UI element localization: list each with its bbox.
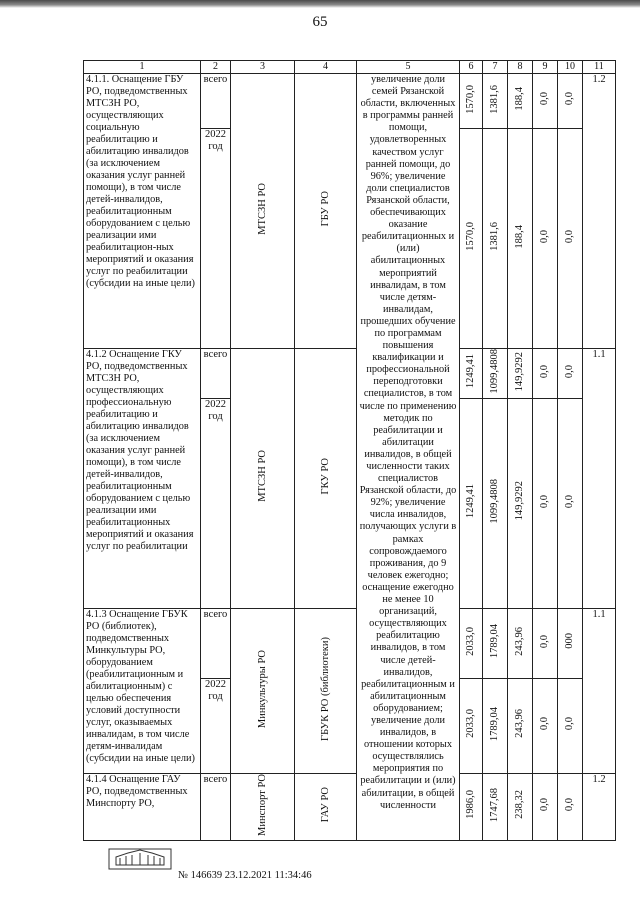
value-text: 0,0 xyxy=(539,798,550,812)
value-text: 243,96 xyxy=(514,709,525,739)
measure-name: 4.1.3 Оснащение ГБУК РО (библиотек), подведомственных Минкультуры РО, оборудованием (реабилитационным и абилитационным) с целью обеспечения условий доступности услуг, оказываемых инвалидам, в том числе детям-инвалидам (субсидии на иные цели) xyxy=(84,608,201,773)
value-text: 0,0 xyxy=(564,92,575,106)
value-cell xyxy=(483,678,508,773)
document-seal xyxy=(108,848,172,870)
value-cell xyxy=(533,773,558,840)
header-row xyxy=(84,61,616,74)
table-row xyxy=(84,608,616,678)
responsible-text: Минкультуры РО xyxy=(256,649,268,728)
value-text: 243,96 xyxy=(514,626,525,656)
period-cell: всего xyxy=(201,349,231,399)
value-cell xyxy=(533,398,558,608)
expected-result: увеличение доли семей Рязанской области, включенных в программы ранней помощи, удовлетворенных качеством услуг ранней помощи, до 96%; увеличение доли специалистов Рязанской области, обеспечивающих оказание реабилитационных и (или) абилитационных мероприятий инвалидам, в том числе детям-инвалидам, прошедших обучение по программам повышения квалификации и профессиональной переподготовки специалистов, в том числе по применению методик по реабилитации и абилитации инвалидов, в общей численности таких специалистов Рязанской области, до 92%; увеличение числа инвалидов, получающих услуги в рамках сопровождаемого проживания, до 9 человек ежегодно; оснащение ежегодно не менее 10 организаций, осуществляющих реабилитацию инвалидов, в том числе детей-инвалидов, реабилитационным и абилитационным оборудованием; увеличение доли инвалидов, в отношении которых осуществлялись мероприятия по реабилитации и (или) абилитации, в общей численности xyxy=(357,74,460,841)
value-text: 188,4 xyxy=(514,224,525,249)
value-cell xyxy=(483,398,508,608)
value-cell xyxy=(533,608,558,678)
value-text: 0,0 xyxy=(564,494,575,508)
header-cell: 10 xyxy=(558,61,583,74)
header-cell: 9 xyxy=(533,61,558,74)
value-text: 1381,6 xyxy=(489,84,500,114)
value-cell xyxy=(558,74,583,129)
indicator-ref: 1.2 xyxy=(583,74,616,349)
measure-name: 4.1.1. Оснащение ГБУ РО, подведомственных МТСЗН РО, осуществляющих социальную реабилитацию и абилитацию инвалидов (за исключением оказания услуг ранней помощи), в том числе детей-инвалидов, реабилитационным оборудованием с целью реализации ими реабилитацион-ных мероприятий и оказания услуг по реабилитации (субсидии на иные цели) xyxy=(84,74,201,349)
responsible-cell xyxy=(231,349,295,609)
value-text: 1986,0 xyxy=(465,790,476,820)
table-row xyxy=(84,773,616,840)
value-text: 0,0 xyxy=(564,717,575,731)
responsible-cell xyxy=(231,608,295,773)
executor-cell xyxy=(295,773,357,840)
value-text: 1381,6 xyxy=(489,222,500,251)
period-cell: 2022 год xyxy=(201,398,231,608)
responsible-cell xyxy=(231,74,295,349)
scan-top-border xyxy=(0,0,640,8)
value-cell xyxy=(508,74,533,129)
table-row xyxy=(84,349,616,399)
executor-text: ГБУК РО (библиотеки) xyxy=(319,636,331,741)
value-cell xyxy=(460,773,483,840)
value-text: 2033,0 xyxy=(465,626,476,656)
header-cell: 4 xyxy=(295,61,357,74)
program-table xyxy=(83,60,616,841)
period-cell: 2022 год xyxy=(201,129,231,349)
value-text: 0,0 xyxy=(539,364,550,378)
value-cell xyxy=(460,74,483,129)
table-row xyxy=(84,74,616,129)
value-cell xyxy=(558,398,583,608)
value-text: 000 xyxy=(564,633,575,649)
executor-cell xyxy=(295,349,357,609)
executor-text: ГКУ РО xyxy=(319,458,331,495)
responsible-text: Минспорт РО xyxy=(256,773,268,836)
value-text: 0,0 xyxy=(564,798,575,812)
value-text: 149,9292 xyxy=(514,481,525,521)
value-text: 0,0 xyxy=(539,634,550,648)
page-number: 65 xyxy=(312,14,328,30)
period-cell: всего xyxy=(201,773,231,840)
value-text: 1789,04 xyxy=(489,706,500,741)
executor-text: ГБУ РО xyxy=(319,191,331,227)
value-text: 1789,04 xyxy=(489,624,500,659)
measure-name: 4.1.4 Оснащение ГАУ РО, подведомственных Минспорту РО, xyxy=(84,773,201,840)
value-text: 1747,68 xyxy=(489,787,500,822)
header-cell: 5 xyxy=(357,61,460,74)
header-cell: 3 xyxy=(231,61,295,74)
value-cell xyxy=(558,608,583,678)
value-text: 1099,4808 xyxy=(489,478,500,524)
value-text: 0,0 xyxy=(539,717,550,731)
value-text: 188,4 xyxy=(514,87,525,111)
value-cell xyxy=(460,129,483,349)
responsible-cell xyxy=(231,773,295,840)
indicator-ref: 1.1 xyxy=(583,608,616,773)
value-cell xyxy=(533,129,558,349)
value-cell xyxy=(558,773,583,840)
measure-name: 4.1.2 Оснащение ГКУ РО, подведомственных МТСЗН РО, осуществляющих профессиональную реабилитацию и абилитацию инвалидов (за исключением оказания услуг ранней помощи), в том числе детей-инвалидов, реабилитационным оборудованием с целью реализации ими реабилитационных мероприятий и оказания услуг по реабилитации xyxy=(84,349,201,609)
value-text: 0,0 xyxy=(564,364,575,378)
value-text: 2033,0 xyxy=(465,709,476,739)
value-cell xyxy=(533,74,558,129)
value-text: 1570,0 xyxy=(465,222,476,251)
value-cell xyxy=(508,678,533,773)
value-cell xyxy=(483,74,508,129)
value-cell xyxy=(460,398,483,608)
executor-cell xyxy=(295,608,357,773)
value-cell xyxy=(508,398,533,608)
value-cell xyxy=(533,678,558,773)
period-cell: 2022 год xyxy=(201,678,231,773)
value-cell xyxy=(483,349,508,399)
indicator-ref: 1.1 xyxy=(583,349,616,609)
value-cell xyxy=(508,129,533,349)
value-cell xyxy=(460,608,483,678)
value-text: 1249,41 xyxy=(465,354,476,389)
value-text: 0,0 xyxy=(539,229,550,244)
value-cell xyxy=(508,349,533,399)
value-text: 149,9292 xyxy=(514,351,525,391)
document-registration: № 146639 23.12.2021 11:34:46 xyxy=(178,870,312,881)
value-cell xyxy=(558,678,583,773)
value-text: 0,0 xyxy=(539,494,550,508)
header-cell: 8 xyxy=(508,61,533,74)
indicator-ref: 1.2 xyxy=(583,773,616,840)
value-text: 1249,41 xyxy=(465,484,476,519)
executor-cell xyxy=(295,74,357,349)
value-text: 0,0 xyxy=(564,229,575,244)
header-cell: 1 xyxy=(84,61,201,74)
value-cell xyxy=(533,349,558,399)
header-cell: 7 xyxy=(483,61,508,74)
responsible-text: МТСЗН РО xyxy=(256,183,268,235)
value-cell xyxy=(508,608,533,678)
executor-text: ГАУ РО xyxy=(319,787,331,823)
value-text: 0,0 xyxy=(539,92,550,106)
value-cell xyxy=(508,773,533,840)
header-cell: 6 xyxy=(460,61,483,74)
value-cell xyxy=(483,608,508,678)
value-cell xyxy=(483,773,508,840)
value-text: 1570,0 xyxy=(465,84,476,114)
value-cell xyxy=(460,349,483,399)
value-cell xyxy=(460,678,483,773)
header-cell: 11 xyxy=(583,61,616,74)
responsible-text: МТСЗН РО xyxy=(256,450,268,503)
value-cell xyxy=(558,129,583,349)
period-cell: всего xyxy=(201,608,231,678)
value-cell xyxy=(483,129,508,349)
period-cell: всего xyxy=(201,74,231,129)
value-cell xyxy=(558,349,583,399)
value-text: 1099,4808 xyxy=(489,349,500,394)
header-cell: 2 xyxy=(201,61,231,74)
value-text: 238,32 xyxy=(514,790,525,820)
